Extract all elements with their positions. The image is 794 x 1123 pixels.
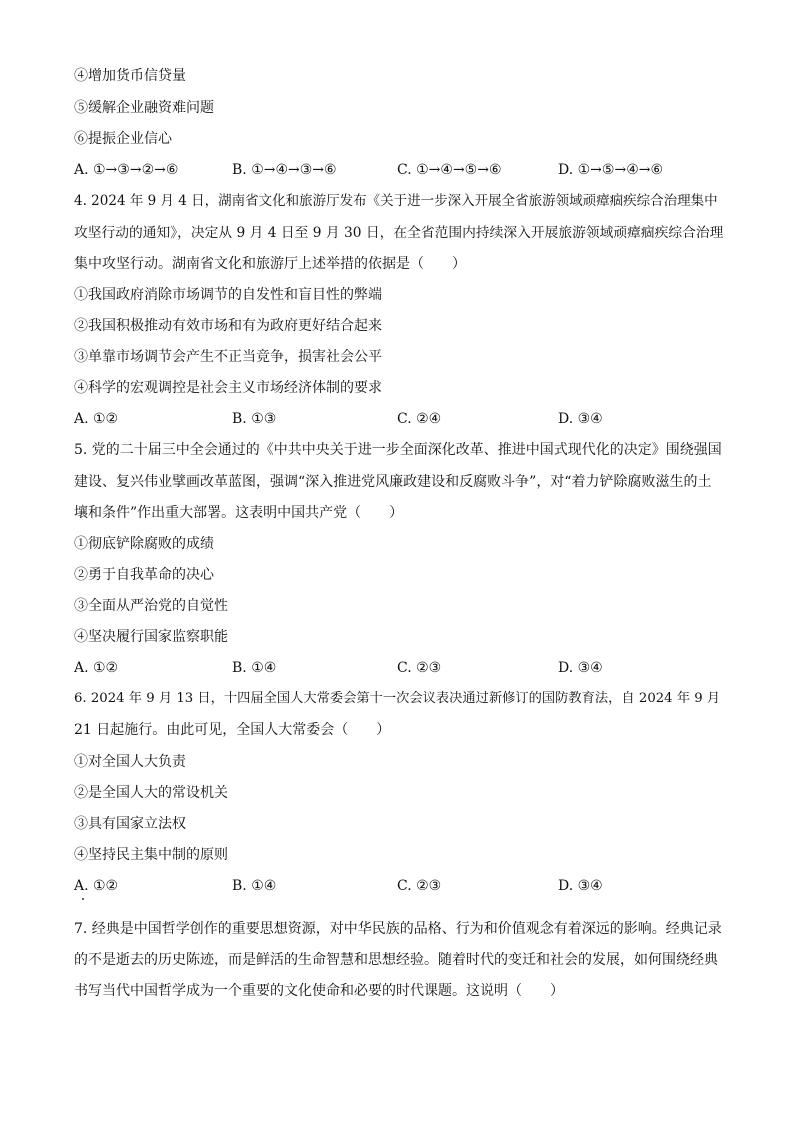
q6-item-1: ①对全国人大负责 bbox=[74, 754, 186, 770]
q3-option-a: A. ①→③→②→⑥ bbox=[74, 162, 179, 178]
q5-option-d: D. ③④ bbox=[558, 660, 603, 676]
q3-item-5: ⑤缓解企业融资难问题 bbox=[74, 100, 214, 116]
q4-option-d: D. ③④ bbox=[558, 411, 603, 427]
q5-option-b: B. ①④ bbox=[232, 660, 277, 676]
q6-item-2: ②是全国人大的常设机关 bbox=[74, 785, 228, 801]
q4-item-4: ④科学的宏观调控是社会主义市场经济体制的要求 bbox=[74, 380, 382, 396]
q5-stem-line-1: 5. 党的二十届三中全会通过的《中共中央关于进一步全面深化改革、推进中国式现代化的决定》围绕强国 bbox=[74, 442, 722, 458]
q6-options bbox=[74, 877, 724, 895]
q5-stem-line-3: 壤和条件”作出重大部署。这表明中国共产党（ ） bbox=[74, 505, 404, 521]
q3-option-d: D. ①→⑤→④→⑥ bbox=[558, 162, 664, 178]
q6-option-d: D. ③④ bbox=[558, 878, 603, 894]
q3-option-b: B. ①→④→③→⑥ bbox=[232, 162, 337, 178]
q4-stem-line-1: 4. 2024 年 9 月 4 日，湖南省文化和旅游厅发布《关于进一步深入开展全省旅游领域顽瘴痼疾综合治理集中 bbox=[74, 193, 718, 209]
q4-option-c: C. ②④ bbox=[397, 411, 442, 427]
q5-item-1: ①彻底铲除腐败的成绩 bbox=[74, 536, 214, 552]
q7-stem-line-2: 的不是逝去的历史陈迹，而是鲜活的生命智慧和思想经验。随着时代的变迁和社会的发展，如何围绕经典 bbox=[74, 952, 718, 968]
q5-stem-line-2: 建设、复兴伟业擘画改革蓝图，强调“深入推进党风廉政建设和反腐败斗争”，对“着力铲除腐败滋生的土 bbox=[74, 474, 712, 490]
q4-option-a: A. ①② bbox=[74, 411, 119, 427]
q3-item-6: ⑥提振企业信心 bbox=[74, 131, 172, 147]
q7-stem-line-3: 书写当代中国哲学成为一个重要的文化使命和必要的时代课题。这说明（ ） bbox=[74, 983, 564, 999]
q6-item-3: ③具有国家立法权 bbox=[74, 816, 186, 832]
q5-item-3: ③全面从严治党的自觉性 bbox=[74, 598, 228, 614]
q6-option-c: C. ②③ bbox=[397, 878, 442, 894]
q3-item-4: ④增加货币信贷量 bbox=[74, 68, 186, 84]
q3-options bbox=[74, 161, 724, 179]
q4-stem-line-3: 集中攻坚行动。湖南省文化和旅游厅上述举措的依据是（ ） bbox=[74, 256, 466, 272]
q4-item-3: ③单靠市场调节会产生不正当竞争，损害社会公平 bbox=[74, 349, 382, 365]
q6-option-a: A. ①② bbox=[74, 878, 119, 894]
q5-item-4: ④坚决履行国家监察职能 bbox=[74, 629, 228, 645]
q5-item-2: ②勇于自我革命的决心 bbox=[74, 567, 214, 583]
q5-options bbox=[74, 659, 724, 677]
q6-item-4: ④坚持民主集中制的原则 bbox=[74, 847, 228, 863]
stray-dot-mark bbox=[82, 898, 84, 900]
q7-stem-line-1: 7. 经典是中国哲学创作的重要思想资源，对中华民族的品格、行为和价值观念有着深远的影响。经典记录 bbox=[74, 921, 722, 937]
q6-option-b: B. ①④ bbox=[232, 878, 277, 894]
q6-stem-line-2: 21 日起施行。由此可见，全国人大常委会（ ） bbox=[74, 722, 391, 738]
q4-item-1: ①我国政府消除市场调节的自发性和盲目性的弊端 bbox=[74, 287, 382, 303]
q5-option-a: A. ①② bbox=[74, 660, 119, 676]
q4-option-b: B. ①③ bbox=[232, 411, 277, 427]
q6-stem-line-1: 6. 2024 年 9 月 13 日，十四届全国人大常委会第十一次会议表决通过新修订的国防教育法，自 2024 年 9 月 bbox=[74, 691, 721, 706]
q3-option-c: C. ①→④→⑤→⑥ bbox=[397, 162, 502, 178]
q5-option-c: C. ②③ bbox=[397, 660, 442, 676]
q4-stem-line-2: 攻坚行动的通知》，决定从 9 月 4 日至 9 月 30 日，在全省范围内持续深入开展旅游领域顽瘴痼疾综合治理 bbox=[74, 225, 724, 241]
q4-item-2: ②我国积极推动有效市场和有为政府更好结合起来 bbox=[74, 318, 382, 334]
q4-options bbox=[74, 410, 724, 428]
